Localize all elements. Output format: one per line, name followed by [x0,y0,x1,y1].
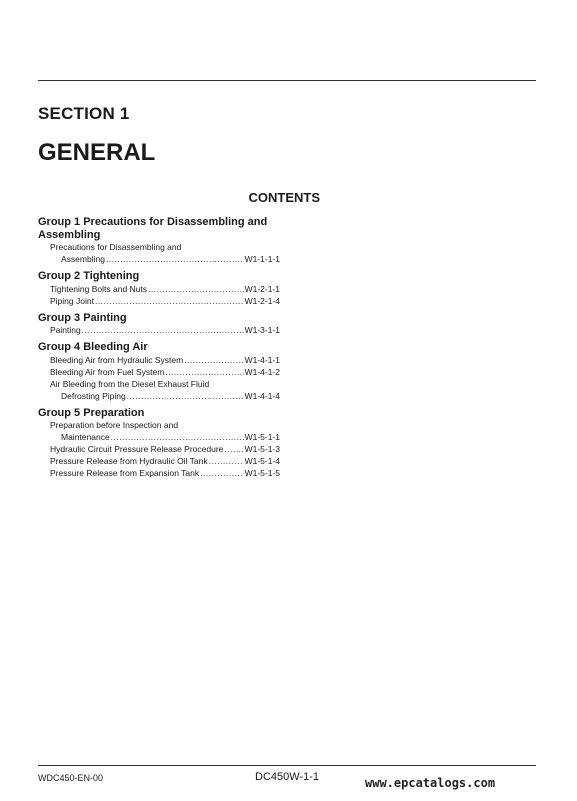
toc-entry-page: W1-5-1-3 [244,444,280,454]
toc-group [38,407,280,480]
toc-entry-page: W1-3-1-1 [244,325,280,335]
toc-entry-page: W1-1-1-1 [244,254,280,264]
toc-entry-text: Pressure Release from Hydraulic Oil Tank [50,456,208,466]
toc-entry-text: Pressure Release from Expansion Tank [50,468,200,478]
toc-entry-page: W1-4-1-4 [244,390,280,401]
toc-entry[interactable] [38,241,280,253]
toc-entry-page: W1-5-1-1 [244,432,280,442]
toc-group-title: Group 5 Preparation [38,406,145,419]
dot-leader [106,253,244,265]
toc-entry[interactable] [38,366,280,378]
toc-entry-text: Bleeding Air from Fuel System [50,366,165,377]
toc-entry[interactable] [38,455,280,467]
dot-leader [165,366,243,378]
watermark: www.epcatalogs.com [365,776,496,790]
toc-entry[interactable] [38,431,280,443]
toc-entry-text: Preparation before Inspection and [50,420,179,430]
toc-group-title: Group 4 Bleeding Air [38,341,148,353]
toc-group-title: Group 2 Tightening [38,270,140,282]
contents-heading: CONTENTS [248,190,320,205]
toc-entry-text: Hydraulic Circuit Pressure Release Procedure [50,444,224,454]
toc-entry[interactable] [38,443,280,455]
toc-group [38,341,280,402]
toc-entry[interactable] [38,419,280,431]
toc-entry-page: W1-5-1-5 [244,468,280,478]
toc-group-title: Group 1 Precautions for Disassembling and Assembling [38,216,268,241]
header-rule [38,80,536,81]
toc-group [38,270,280,307]
toc-entry-page: W1-5-1-4 [244,456,280,466]
toc-entry[interactable] [38,390,280,402]
toc-entry[interactable] [38,467,280,479]
toc-entry-text: Precautions for Disassembling and [50,242,182,252]
dot-leader [209,455,244,467]
page-number: DC450W-1-1 [255,771,319,783]
document-code: WDC450-EN-00 [38,773,104,783]
toc-entry-text: Piping Joint [50,295,94,306]
toc-entry-page: W1-2-1-1 [244,283,280,294]
toc-entry-text: Assembling [61,254,105,264]
toc-entry[interactable] [38,295,280,307]
toc-entry[interactable] [38,378,280,390]
toc-entry-text: Painting [50,325,81,335]
toc-entry[interactable] [38,253,280,265]
toc-entry-text: Air Bleeding from the Diesel Exhaust Fluid [50,378,210,389]
toc-entry[interactable] [38,283,280,295]
table-of-contents [38,216,280,484]
dot-leader [127,390,244,402]
dot-leader [82,324,244,336]
toc-group-title: Group 3 Painting [38,311,127,324]
footer-rule [38,765,536,766]
dot-leader [148,283,244,295]
section-title: GENERAL [38,139,156,166]
toc-entry-page: W1-4-1-1 [244,354,280,365]
section-label: SECTION 1 [38,104,130,123]
dot-leader [111,431,244,443]
toc-entry-text: Maintenance [61,432,110,442]
toc-entry-page: W1-4-1-2 [244,366,280,377]
dot-leader [224,443,243,455]
toc-group [38,216,280,265]
toc-group [38,312,280,337]
toc-entry-text: Tightening Bolts and Nuts [50,283,148,294]
dot-leader [184,354,243,366]
dot-leader [200,467,243,479]
toc-entry-page: W1-2-1-4 [244,295,280,306]
dot-leader [95,295,244,307]
toc-entry[interactable] [38,354,280,366]
toc-entry[interactable] [38,324,280,336]
toc-entry-text: Bleeding Air from Hydraulic System [50,354,184,365]
toc-entry-text: Defrosting Piping [61,390,126,401]
